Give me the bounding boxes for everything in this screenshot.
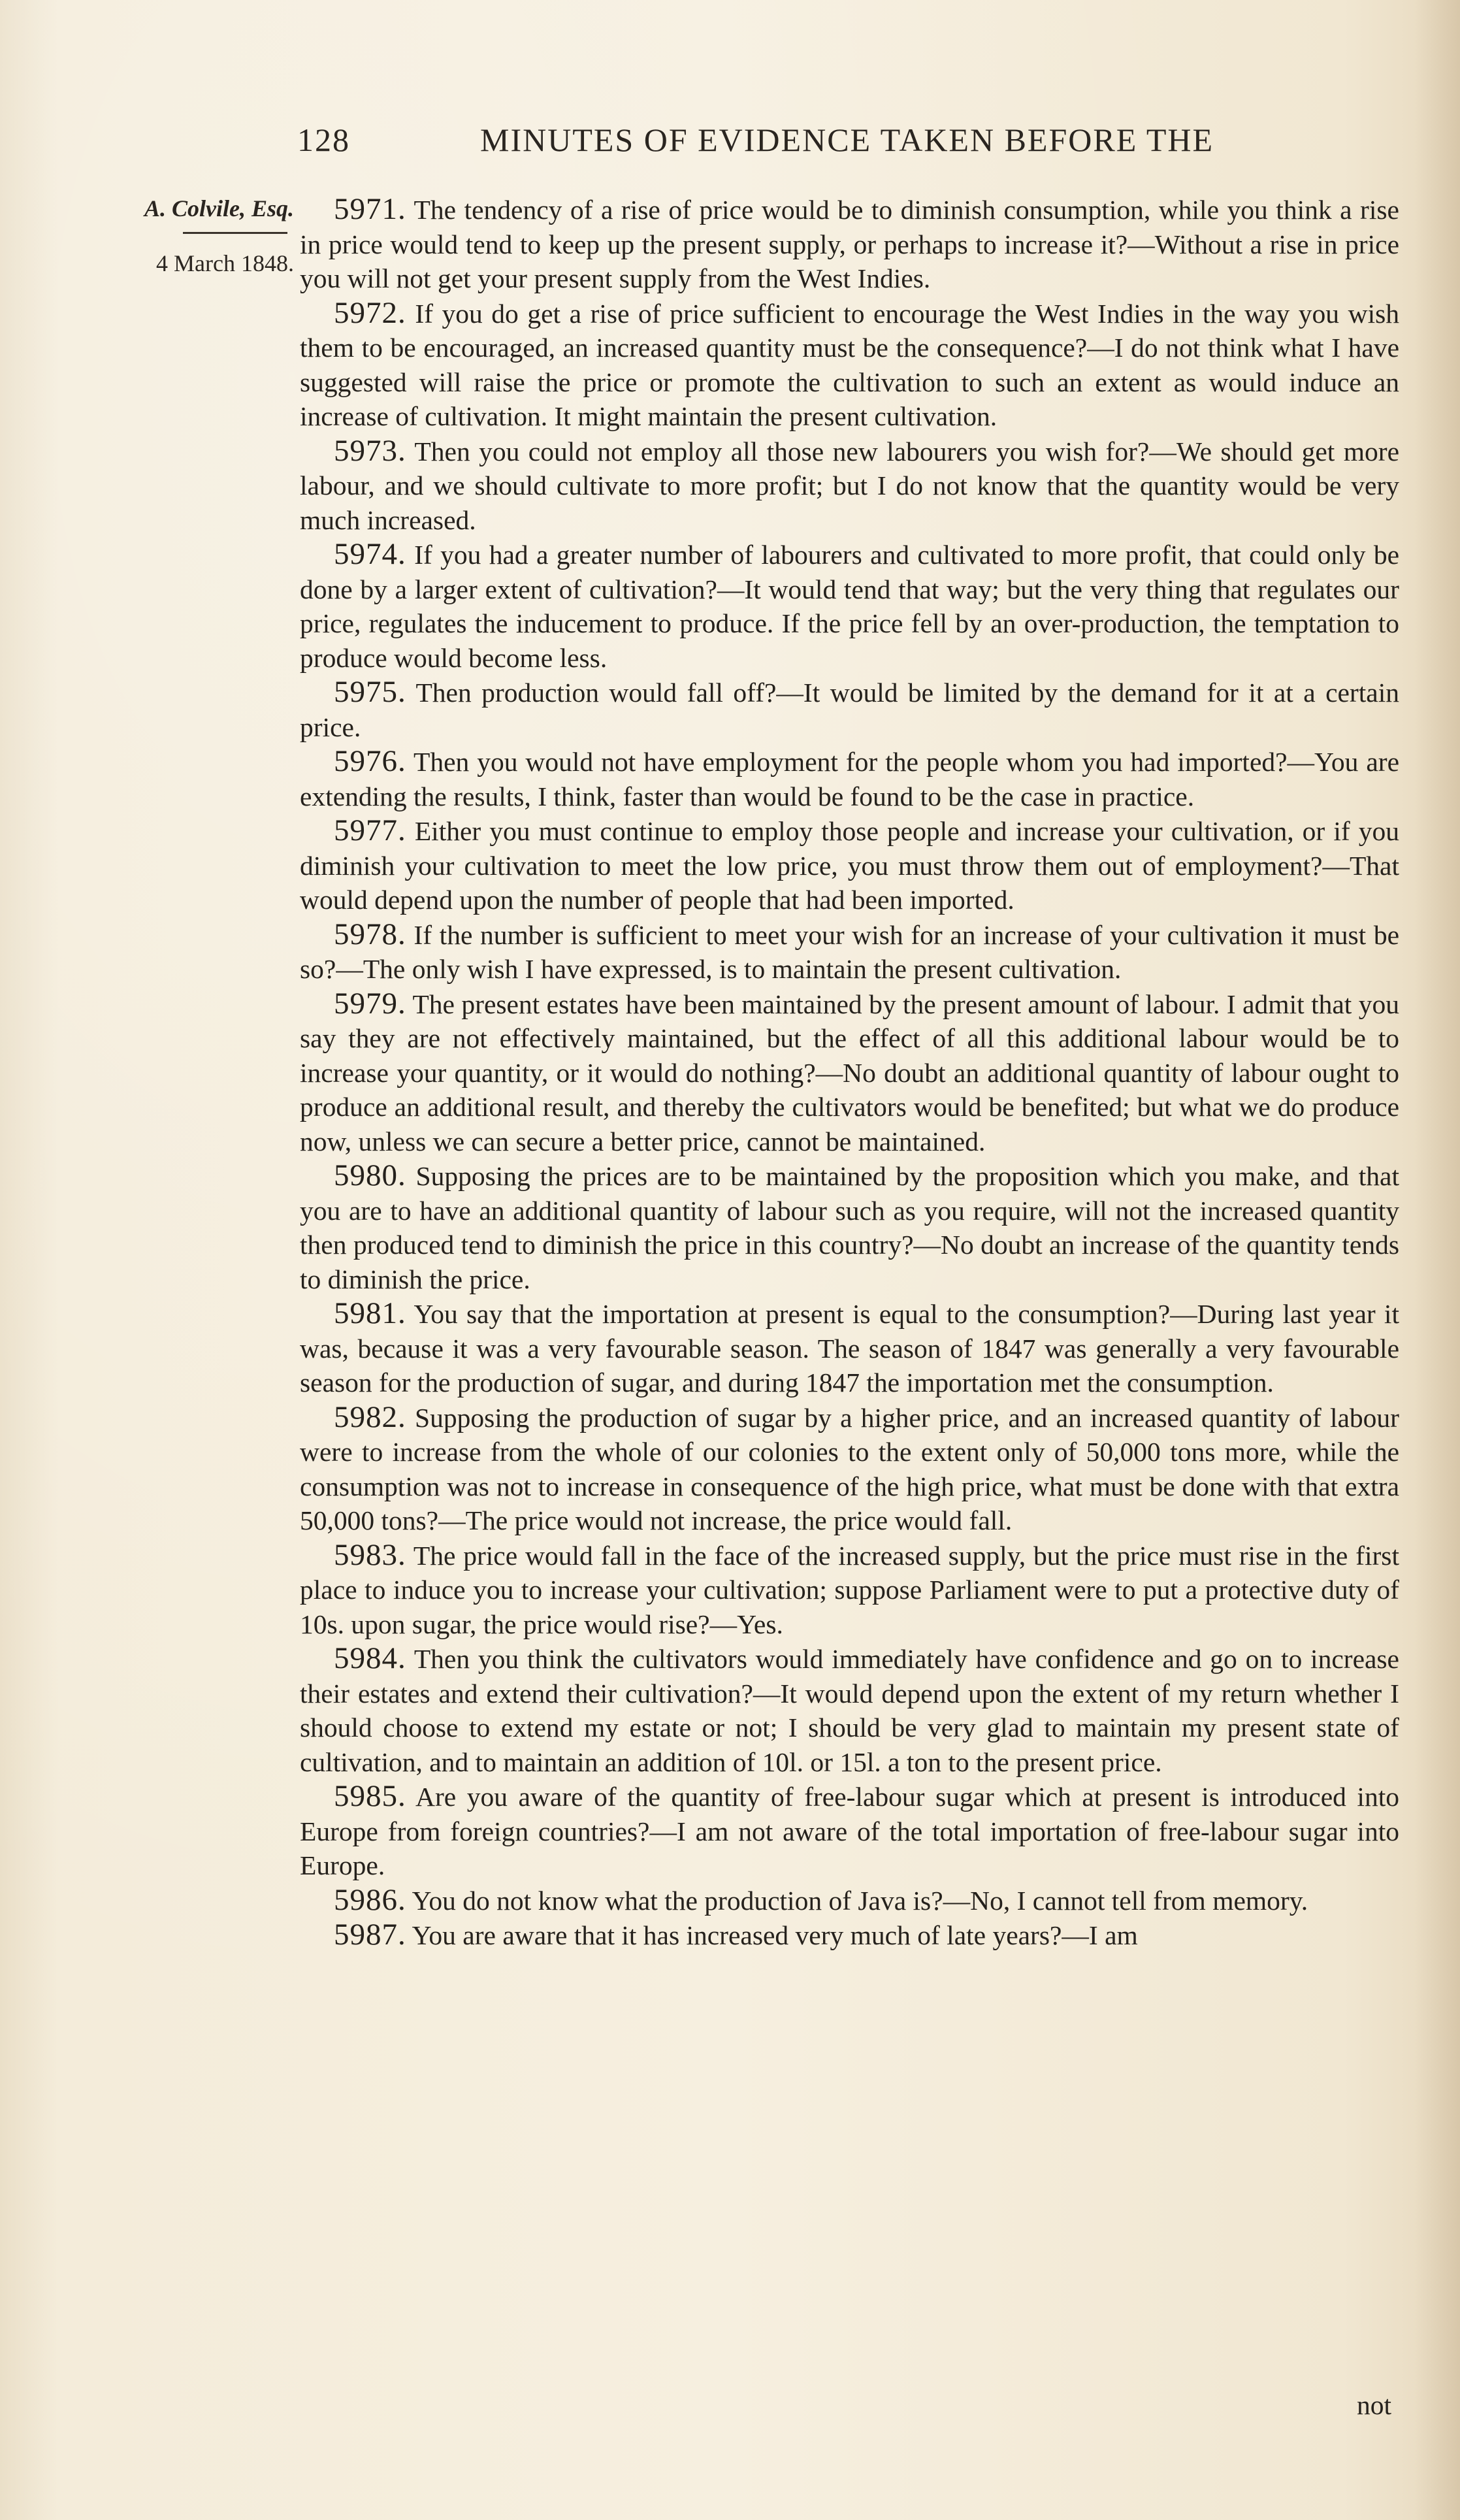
evidence-paragraph (300, 675, 1399, 744)
margin-divider (183, 232, 287, 234)
paragraph-number: 5983. (334, 1537, 406, 1572)
paragraph-number: 5980. (334, 1158, 406, 1192)
margin-date: 4 March 1848. (156, 250, 294, 276)
evidence-body (300, 192, 1399, 1953)
paragraph-text: If you had a greater number of labourers and cultivated to more profit, that could only be done by a larger extent of cultivation?—It would tend that way; but the very thing that regulates our price, regulates the inducement to produce. If the price fell by an over-production, the temptation to produce would become less. (300, 540, 1399, 673)
paragraph-number: 5978. (334, 917, 406, 951)
evidence-paragraph (300, 434, 1399, 538)
evidence-paragraph (300, 813, 1399, 917)
paragraph-number: 5976. (334, 744, 406, 778)
paragraph-text: Are you aware of the quantity of free-labour sugar which at present is introduced into Europe from foreign countries?—I am not aware of the total importation of free-labour sugar into Europe. (300, 1782, 1399, 1880)
paragraph-text: Supposing the production of sugar by a higher price, and an increased quantity of labour were to increase from the whole of our colonies to the extent only of 50,000 tons more, while the consumption was not to increase in consequence of the high price, what must be done with that extra 50,000 tons?—The price would not increase, the price would fall. (300, 1402, 1400, 1535)
catchword: not (1356, 2390, 1391, 2420)
paragraph-number: 5971. (334, 192, 406, 226)
evidence-paragraph (300, 537, 1399, 675)
paragraph-text: Either you must continue to employ those people and increase your cultivation, or if you diminish your cultivation to meet the low price, you must throw them out of employment?—That would depend upon the number of people that had been imported. (300, 816, 1399, 915)
evidence-paragraph (300, 987, 1399, 1159)
paragraph-text: Supposing the prices are to be maintained by the proposition which you make, and that you are to have an additional quantity of labour such as you require, will not the increased quantity then produced tend to diminish the price in this country?—No doubt an increase of the quantity tends to diminish the price. (300, 1161, 1399, 1294)
paragraph-text: Then you could not employ all those new labourers you wish for?—We should get more labour, and we should cultivate to more profit; but I do not know that the quantity would be very much increased. (300, 436, 1399, 535)
paragraph-number: 5985. (334, 1779, 406, 1813)
paragraph-number: 5979. (334, 986, 406, 1021)
paragraph-text: You do not know what the production of Java is?—No, I cannot tell from memory. (412, 1885, 1308, 1916)
running-head: MINUTES OF EVIDENCE TAKEN BEFORE THE (480, 122, 1214, 158)
paragraph-text: Then production would fall off?—It would be limited by the demand for it at a certain price. (300, 678, 1399, 742)
evidence-paragraph (300, 1883, 1399, 1918)
paragraph-number: 5975. (334, 675, 406, 709)
evidence-paragraph (300, 917, 1399, 987)
paragraph-number: 5973. (334, 433, 406, 468)
evidence-paragraph (300, 744, 1399, 813)
page-number: 128 (297, 122, 350, 158)
evidence-paragraph (300, 1779, 1399, 1883)
evidence-paragraph (300, 1538, 1399, 1642)
margin-witness-name: A. Colvile, Esq. (144, 195, 294, 221)
evidence-paragraph (300, 1400, 1399, 1538)
paragraph-number: 5982. (334, 1399, 406, 1434)
paragraph-number: 5977. (334, 813, 406, 847)
paragraph-text: Then you think the cultivators would immediately have confidence and go on to increase their estates and extend their cultivation?—It would depend upon the extent of my return whether I should choose to extend my estate or not; I should be very glad to maintain my present state of cultivation, and to maintain an addition of 10l. or 15l. a ton to the present price. (300, 1644, 1399, 1777)
page-header (297, 121, 1277, 167)
paragraph-number: 5987. (334, 1918, 406, 1952)
paragraph-number: 5972. (334, 295, 406, 330)
paragraph-text: The present estates have been maintained by the present amount of labour. I admit that you say they are not effectively maintained, but the effect of all this additional labour would be to increase your quantity, or it would do nothing?—No doubt an additional quantity of labour ought to produce an additional result, and thereby the cultivators would be benefited; but what we do produce now, unless we can secure a better price, cannot be maintained. (300, 989, 1399, 1156)
paragraph-text: If you do get a rise of price sufficient to encourage the West Indies in the way you wish them to be encouraged, an increased quantity must be the consequence?—I do not think what I have suggested will raise the price or promote the cultivation to such an extent as would induce an increase of cultivation. It might maintain the present cultivation. (300, 298, 1400, 431)
evidence-paragraph (300, 1296, 1399, 1400)
paragraph-number: 5981. (334, 1296, 406, 1330)
evidence-paragraph (300, 1918, 1399, 1953)
paragraph-text: The tendency of a rise of price would be to diminish consumption, while you think a rise in price would tend to keep up the present supply, or perhaps to increase it?—Without a rise in price you will not get your present supply from the West Indies. (300, 195, 1399, 293)
paragraph-text: You say that the importation at present is equal to the consumption?—During last year it was, because it was a very favourable season. The season of 1847 was generally a very favourable season for the production of sugar, and during 1847 the importation met the consumption. (300, 1299, 1399, 1398)
evidence-paragraph (300, 1641, 1399, 1779)
paragraph-text: You are aware that it has increased very much of late years?—I am (412, 1920, 1138, 1950)
paragraph-text: If the number is sufficient to meet your wish for an increase of your cultivation it must be so?—The only wish I have expressed, is to maintain the present cultivation. (300, 919, 1399, 984)
paragraph-text: The price would fall in the face of the increased supply, but the price must rise in the first place to induce you to increase your cultivation; suppose Parliament were to put a protective duty of 10s. upon sugar, the price would rise?—Yes. (300, 1540, 1399, 1639)
paragraph-number: 5984. (334, 1641, 406, 1675)
evidence-paragraph (300, 1158, 1399, 1296)
evidence-paragraph (300, 296, 1399, 434)
paragraph-text: Then you would not have employment for the people whom you had imported?—You are extending the results, I think, faster than would be found to be the case in practice. (300, 747, 1399, 811)
paragraph-number: 5986. (334, 1882, 406, 1917)
evidence-paragraph (300, 192, 1399, 296)
paragraph-number: 5974. (334, 537, 406, 571)
